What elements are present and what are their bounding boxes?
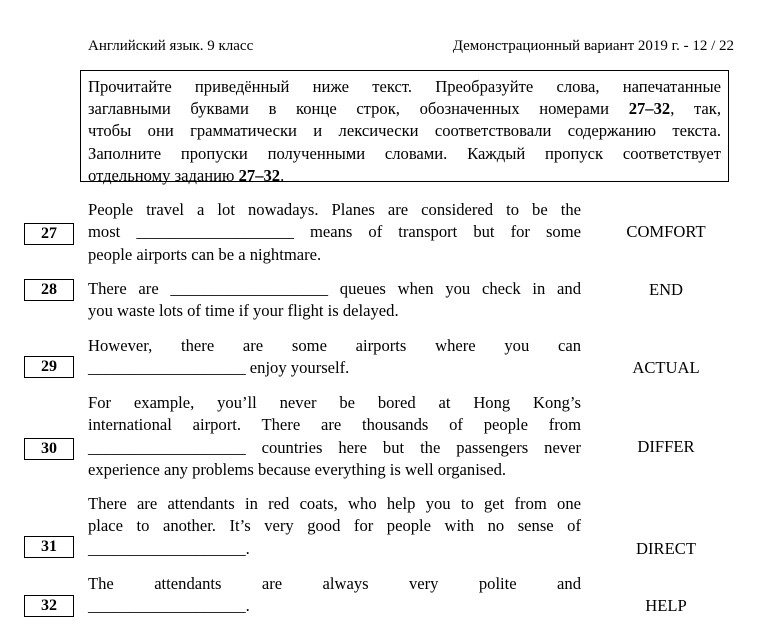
task-text-27 xyxy=(88,199,581,266)
task-27-line-3: people airports can be a nightmare. xyxy=(88,244,322,264)
task-29-line-2: ___________________ enjoy yourself. xyxy=(88,358,350,378)
task-32-line-1: The attendants are always very polite and xyxy=(88,574,581,593)
task-word-31: DIRECT xyxy=(636,539,696,558)
task-text-32 xyxy=(88,573,581,618)
task-32-line-2: ___________________. xyxy=(88,596,250,616)
task-text-31 xyxy=(88,493,581,560)
task-30-line-4: experience any problems because everything is well organised. xyxy=(88,460,507,480)
task-number-30: 30 xyxy=(24,438,74,460)
task-number-27: 27 xyxy=(24,223,74,245)
task-30-line-1: For example, you’ll never be bored at Hong Kong’s xyxy=(88,393,581,412)
task-word-28: END xyxy=(648,280,684,299)
task-text-28 xyxy=(88,278,581,323)
page-header-variant: Демонстрационный вариант 2019 г. - 12 / 22 xyxy=(452,38,734,54)
instructions-line-1: Прочитайте приведённый ниже текст. Преобразуйте слова, напечатанные xyxy=(88,77,721,96)
instructions-line-5: отдельному заданию 27–32. xyxy=(88,165,285,185)
task-28-line-1: There are ___________________ queues when you check in and xyxy=(88,279,581,298)
task-text-30 xyxy=(88,392,581,482)
instructions-box xyxy=(80,70,729,185)
task-30-line-2: international airport. There are thousands of people from xyxy=(88,415,581,435)
task-30-line-3: ___________________ countries here but the passengers never xyxy=(88,437,581,457)
instructions-line-2: заглавными буквами в конце строк, обозначенных номерами 27–32, так, xyxy=(88,99,721,119)
task-word-29: ACTUAL xyxy=(632,358,700,377)
task-number-28: 28 xyxy=(24,279,74,301)
task-number-29: 29 xyxy=(24,356,74,378)
task-text-29 xyxy=(88,335,581,380)
task-31-line-2: place to another. It’s very good for people with no sense of xyxy=(88,516,581,536)
task-word-30: DIFFER xyxy=(637,437,695,456)
task-number-32: 32 xyxy=(24,595,74,617)
task-word-32: HELP xyxy=(645,596,687,615)
task-31-line-3: ___________________. xyxy=(88,538,250,558)
task-number-31: 31 xyxy=(24,536,74,558)
task-27-line-1: People travel a lot nowadays. Planes are considered to be the xyxy=(88,200,581,219)
instructions-line-4: Заполните пропуски полученными словами. Каждый пропуск соответствует xyxy=(88,143,721,163)
page-header-subject: Английский язык. 9 класс xyxy=(88,38,254,54)
task-28-line-2: you waste lots of time if your flight is delayed. xyxy=(88,301,399,321)
instructions-line-3: чтобы они грамматически и лексически соответствовали содержанию текста. xyxy=(88,121,721,141)
task-word-27: COMFORT xyxy=(626,222,706,241)
task-27-line-2: most ___________________ means of transport but for some xyxy=(88,222,581,242)
task-31-line-1: There are attendants in red coats, who help you to get from one xyxy=(88,494,581,513)
task-29-line-1: However, there are some airports where you can xyxy=(88,336,581,355)
